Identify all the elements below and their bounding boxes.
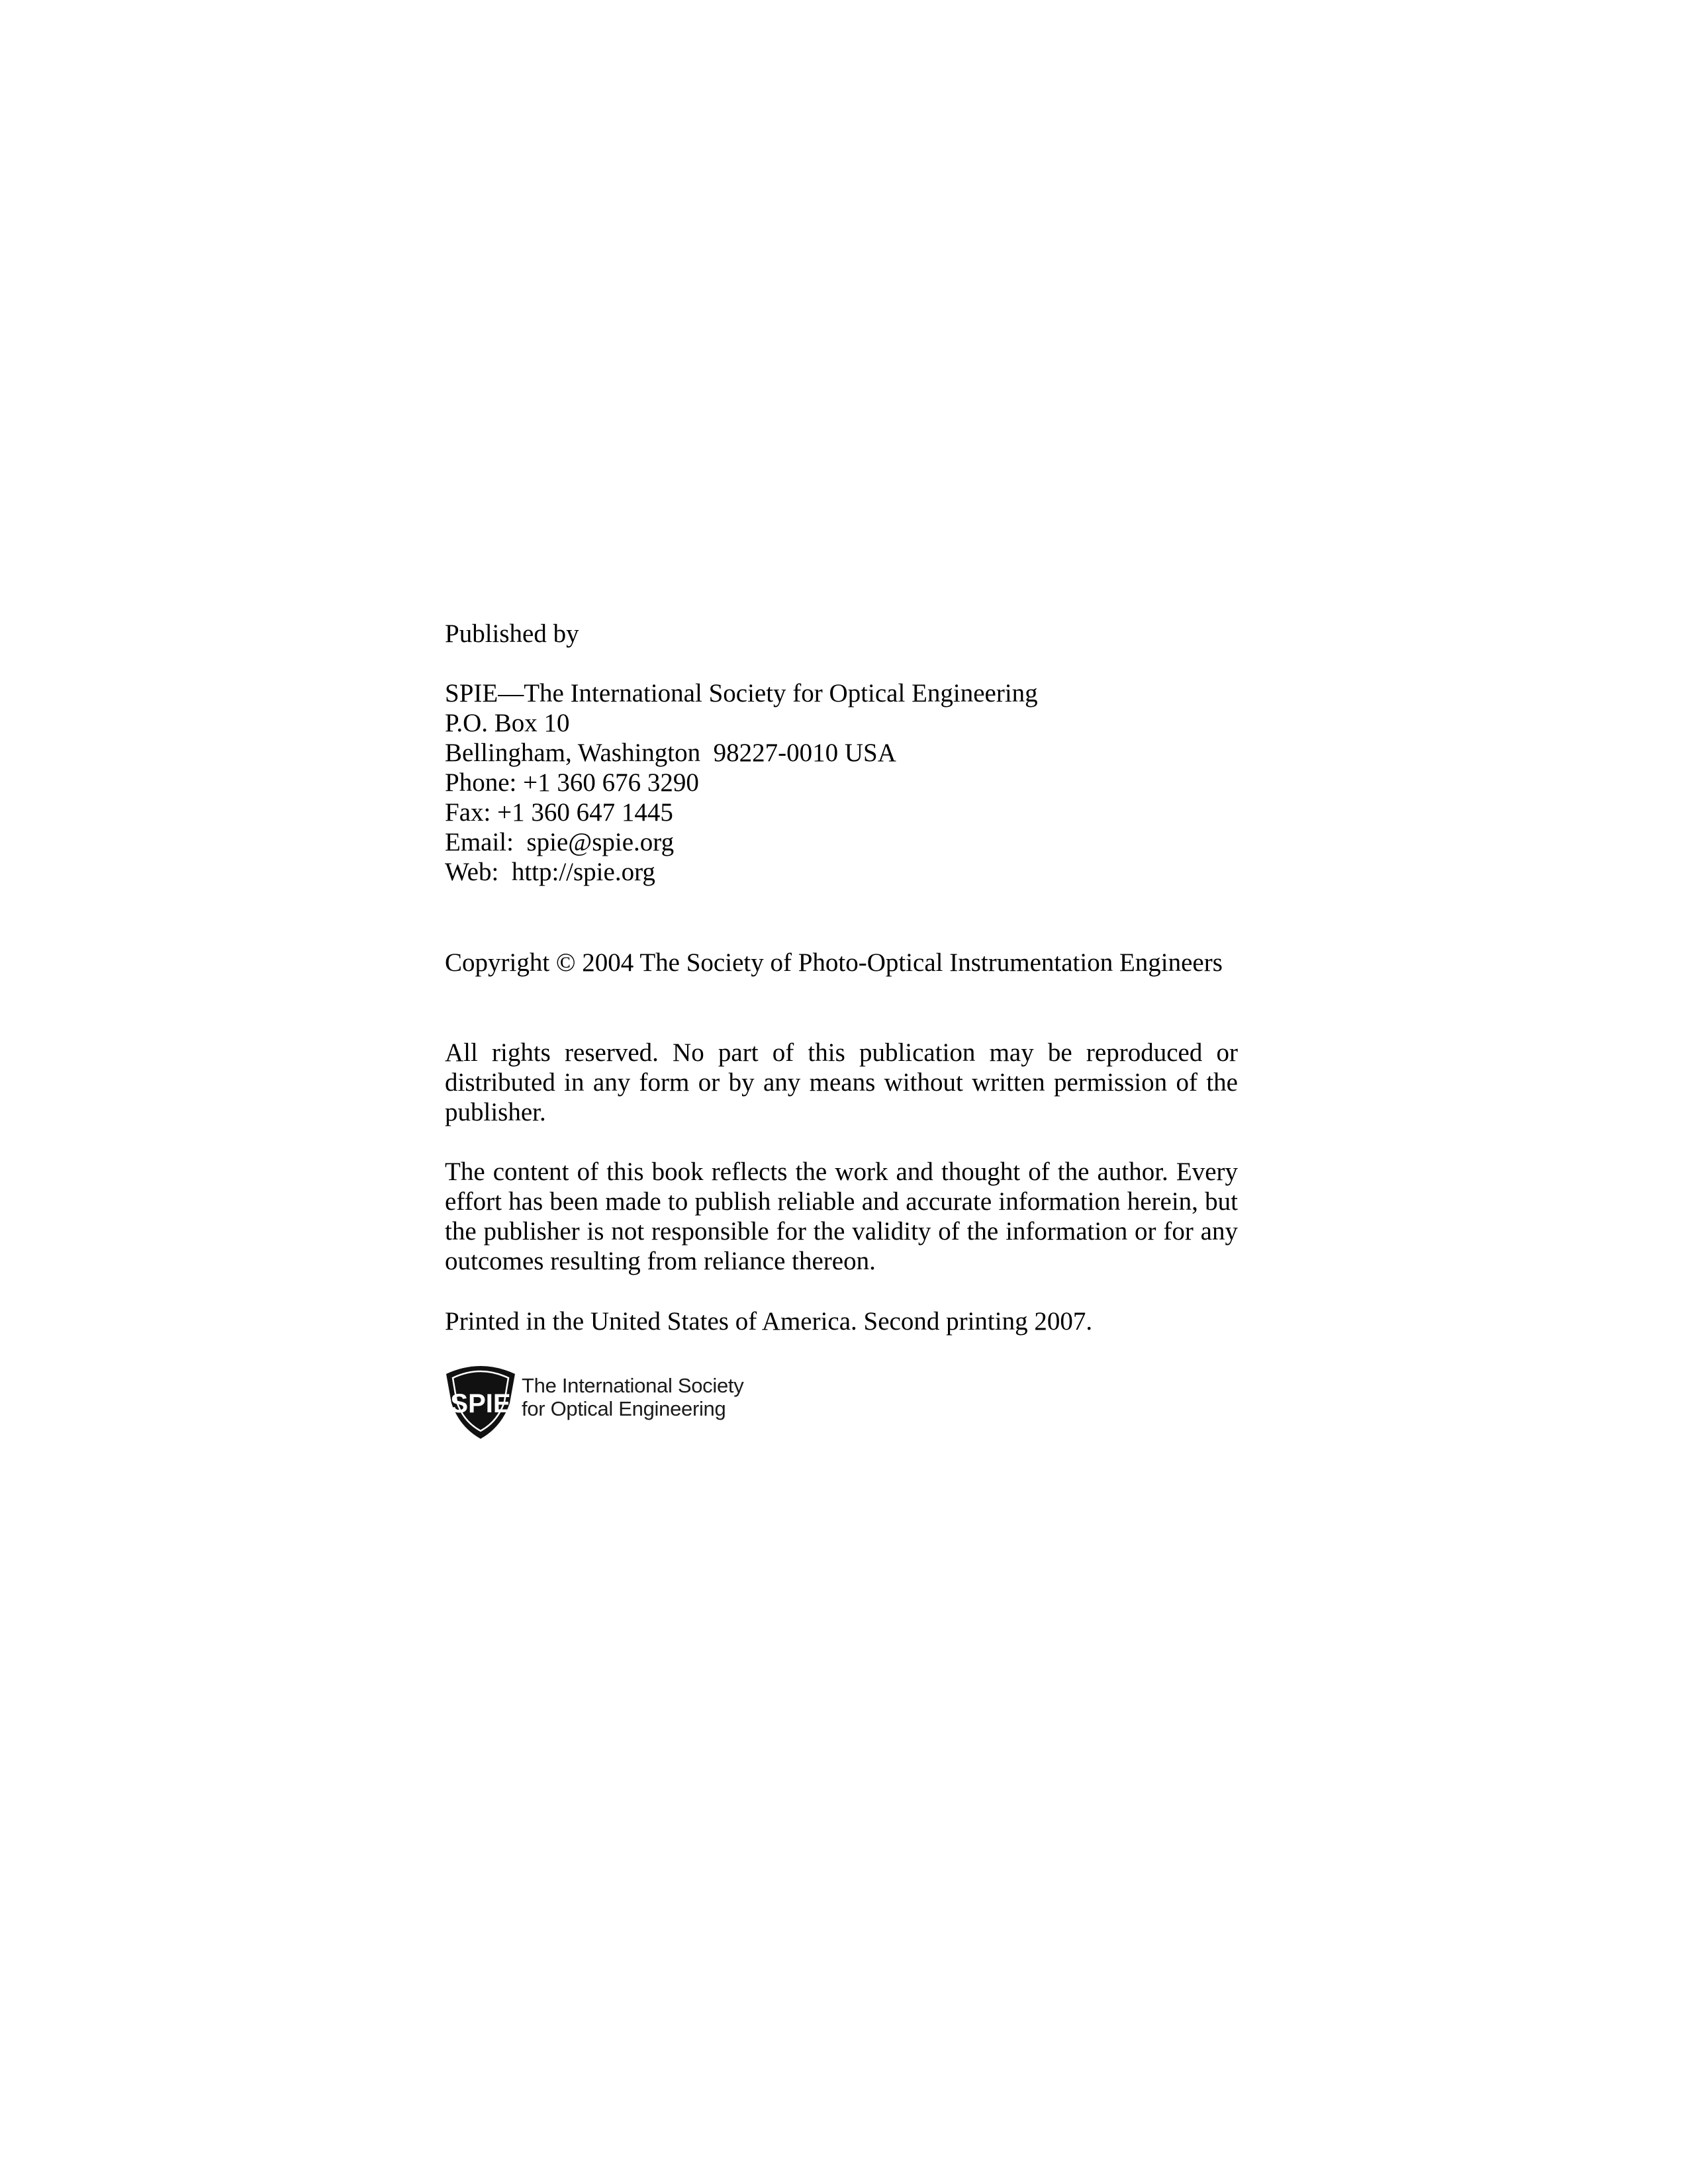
logo-emblem-text: SPIE bbox=[450, 1389, 511, 1418]
po-box: P.O. Box 10 bbox=[445, 709, 570, 737]
fax-line: Fax: +1 360 647 1445 bbox=[445, 798, 673, 827]
content-disclaimer-paragraph: The content of this book reflects the work and thought of the author. Every effort has been made to publish reliable and accurate information herein, but the publisher is not responsible for the validity of the information or for any outcomes resulting from reliance thereon. bbox=[445, 1158, 1238, 1275]
web-line: Web: http://spie.org bbox=[445, 858, 655, 886]
logo-line-1: The International Society bbox=[522, 1374, 744, 1397]
email-line: Email: spie@spie.org bbox=[445, 828, 675, 856]
logo-wordmark bbox=[522, 1374, 743, 1420]
publisher-name: SPIE—The International Society for Optical Engineering bbox=[445, 679, 1038, 707]
city-line: Bellingham, Washington 98227-0010 USA bbox=[445, 739, 896, 767]
spie-logo bbox=[444, 1362, 748, 1441]
printing-note: Printed in the United States of America. Second printing 2007. bbox=[445, 1307, 1093, 1336]
published-by-text: Published by bbox=[445, 619, 579, 648]
logo-line-2: for Optical Engineering bbox=[522, 1397, 726, 1420]
published-by-heading bbox=[445, 619, 1238, 649]
rights-reserved-paragraph: All rights reserved. No part of this publication may be reproduced or distributed in any form or by any means without written permission of the publisher. bbox=[445, 1038, 1238, 1126]
publisher-address bbox=[445, 678, 1238, 887]
spie-shield-icon bbox=[444, 1362, 518, 1440]
phone-line: Phone: +1 360 676 3290 bbox=[445, 768, 699, 797]
copyright-notice: Copyright © 2004 The Society of Photo-Optical Instrumentation Engineers bbox=[445, 948, 1223, 977]
